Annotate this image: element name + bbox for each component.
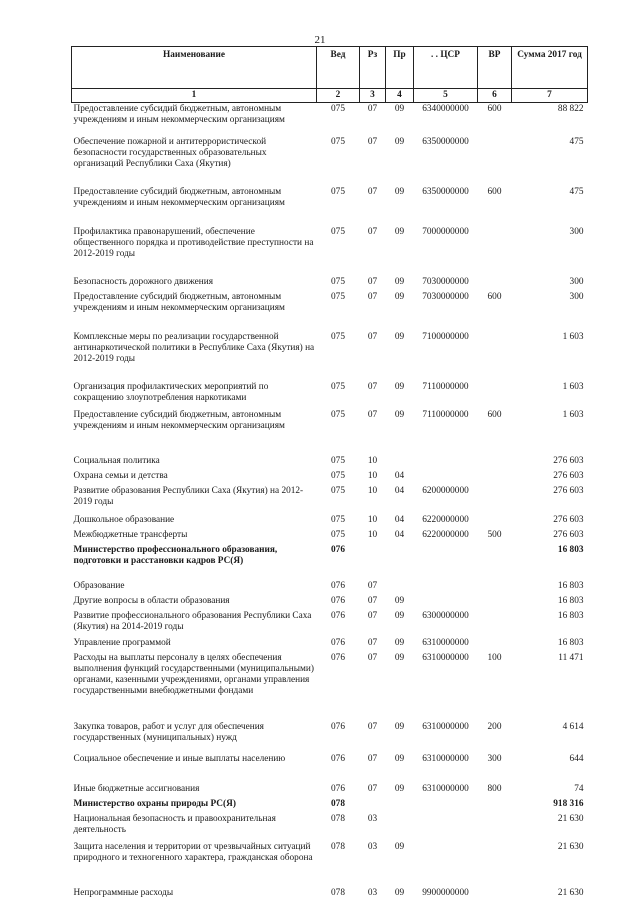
cell-csr [414,814,478,842]
cell-vr [478,471,512,486]
cell-name: Образование [73,580,125,591]
cell-vr [478,581,512,596]
table-row [72,292,588,332]
cell-pr: 09 [394,637,405,648]
cell-csr: 6310000000 [422,783,469,794]
cell-csr: 6220000000 [422,529,469,540]
table-row [72,581,588,596]
table-row [72,486,588,515]
cell-rz: 10 [367,529,378,540]
cell-sum: 475 [569,136,584,147]
cell-sum: 11 471 [558,652,584,663]
cell-ved: 075 [331,186,345,197]
cell-rz: 03 [367,887,378,898]
cell-rz: 07 [367,783,378,794]
cell-sum: 16 803 [557,595,584,606]
cell-pr [386,799,414,814]
column-number: 6 [478,89,512,103]
cell-vr [478,515,512,530]
cell-pr: 09 [394,652,405,663]
table-row [72,103,588,137]
cell-ved: 075 [331,381,345,392]
page-number: 21 [314,34,326,46]
cell-vr: 200 [487,721,502,732]
cell-pr [386,581,414,596]
cell-ved: 076 [331,753,345,764]
cell-sum: 88 822 [557,104,584,114]
cell-pr: 09 [394,226,405,237]
cell-rz: 07 [367,610,378,621]
cell-ved: 076 [331,652,345,663]
cell-csr [414,545,478,581]
cell-name: Профилактика правонарушений, обеспечение общественного порядка и противодействие преступности на 2012-2019 годы [73,226,314,259]
table-row [72,277,588,292]
cell-pr: 09 [394,887,405,898]
cell-pr: 04 [394,485,405,496]
cell-pr: 09 [394,783,405,794]
cell-pr: 04 [394,470,405,481]
cell-pr [386,814,414,842]
cell-pr: 09 [394,136,405,147]
cell-rz: 07 [367,104,378,114]
cell-name: Закупка товаров, работ и услуг для обеспечения государственных (муниципальных) нужд [73,721,264,743]
header-name: Наименование [72,47,317,89]
table-row [72,842,588,888]
cell-sum: 918 316 [553,798,584,809]
cell-vr: 600 [487,291,502,302]
cell-rz: 10 [367,470,378,481]
cell-csr: 7030000000 [422,276,469,287]
budget-table [71,46,588,908]
cell-pr: 09 [394,595,405,606]
cell-rz: 07 [367,331,378,342]
cell-ved: 075 [331,470,345,481]
column-number: 1 [72,89,317,103]
cell-name: Развитие профессионального образования Республики Саха (Якутия) на 2014-2019 годы [73,610,312,632]
table-row [72,471,588,486]
cell-name: Национальная безопасность и правоохранительная деятельность [73,813,276,835]
cell-pr: 09 [394,753,405,764]
cell-name: Предоставление субсидий бюджетным, автономным учреждениям и иным некоммерческим организациям [73,186,285,208]
cell-csr [414,581,478,596]
table-row [72,137,588,187]
cell-csr: 6340000000 [422,104,469,114]
cell-pr: 09 [394,721,405,732]
cell-sum: 276 603 [553,529,584,540]
cell-pr: 09 [394,276,405,287]
cell-vr: 500 [487,529,502,540]
table-row [72,799,588,814]
cell-csr: 7110000000 [422,381,469,392]
header-csr: . . ЦСР [414,47,478,89]
cell-csr: 6350000000 [422,136,469,147]
table-row [72,596,588,611]
cell-vr [478,545,512,581]
cell-vr [478,814,512,842]
cell-vr [478,227,512,277]
cell-pr: 09 [394,186,405,197]
cell-pr: 09 [394,610,405,621]
column-number: 3 [360,89,386,103]
table-row [72,382,588,410]
cell-vr [478,486,512,515]
header-sum: Сумма 2017 год [512,47,588,89]
table-row [72,187,588,227]
cell-ved: 075 [331,485,345,496]
cell-pr: 09 [394,104,405,114]
table-row [72,410,588,456]
cell-name: Безопасность дорожного движения [73,276,213,287]
cell-vr [478,137,512,187]
header-pr: Пр [386,47,414,89]
table-header-row [72,47,588,89]
cell-name: Предоставление субсидий бюджетным, автономным учреждениям и иным некоммерческим организациям [73,409,285,431]
cell-csr: 6350000000 [422,186,469,197]
cell-ved: 076 [331,783,345,794]
cell-sum: 4 614 [562,721,584,732]
cell-pr: 04 [394,529,405,540]
cell-sum: 300 [569,291,584,302]
cell-name: Предоставление субсидий бюджетным, автономным учреждениям и иным некоммерческим организациям [73,291,285,313]
cell-name: Обеспечение пожарной и антитеррористической безопасности государственных образовательных организаций Республики Саха (Якутия) [73,136,267,169]
cell-ved: 075 [331,136,345,147]
cell-vr [478,596,512,611]
cell-ved: 076 [331,595,345,606]
cell-pr: 09 [394,331,405,342]
cell-sum: 1 603 [562,331,584,342]
cell-csr [414,842,478,888]
cell-csr [414,471,478,486]
cell-name: Дошкольное образование [73,514,175,525]
cell-vr [478,638,512,653]
cell-ved: 075 [331,529,345,540]
cell-vr: 600 [487,186,502,197]
cell-vr: 300 [487,753,502,764]
cell-pr: 09 [394,841,405,852]
table-row [72,545,588,581]
cell-csr: 9900000000 [422,887,469,898]
cell-rz: 07 [367,381,378,392]
table-row [72,722,588,754]
cell-ved: 075 [331,409,345,420]
cell-sum: 74 [574,783,584,794]
cell-name: Непрограммные расходы [73,887,174,898]
cell-sum: 21 630 [557,841,584,852]
cell-ved: 075 [331,104,345,114]
cell-rz: 07 [367,580,378,591]
cell-vr [478,382,512,410]
cell-rz: 07 [367,276,378,287]
cell-rz [360,799,386,814]
cell-vr: 600 [487,409,502,420]
cell-csr: 6310000000 [422,637,469,648]
cell-rz [360,545,386,581]
cell-rz: 07 [367,291,378,302]
column-number: 2 [317,89,360,103]
cell-vr [478,799,512,814]
table-row [72,754,588,784]
cell-sum: 16 803 [557,610,584,621]
cell-name: Комплексные меры по реализации государственной антинаркотической политики в Республике Саха (Якутия) на 2012-2019 годы [73,331,315,364]
cell-name: Другие вопросы в области образования [73,595,230,606]
cell-csr: 7030000000 [422,291,469,302]
cell-sum: 300 [569,276,584,287]
cell-rz: 07 [367,409,378,420]
cell-name: Иные бюджетные ассигнования [73,783,200,794]
cell-sum: 276 603 [553,455,584,466]
table-row [72,332,588,382]
cell-sum: 21 630 [557,813,584,824]
table-row [72,530,588,545]
cell-ved: 078 [331,887,345,898]
cell-ved: 076 [331,580,345,591]
cell-rz: 10 [367,485,378,496]
header-vr: ВР [478,47,512,89]
cell-pr: 09 [394,291,405,302]
cell-ved: 076 [331,637,345,648]
cell-ved: 078 [331,798,345,809]
table-row [72,653,588,722]
cell-ved: 075 [331,455,345,466]
cell-csr: 7000000000 [422,226,469,237]
cell-rz: 10 [367,514,378,525]
cell-vr [478,332,512,382]
cell-name: Социальная политика [73,455,160,466]
cell-ved: 078 [331,813,345,824]
cell-csr [414,799,478,814]
column-number: 4 [386,89,414,103]
table-row [72,814,588,842]
cell-sum: 1 603 [562,409,584,420]
cell-sum: 276 603 [553,514,584,525]
cell-vr: 600 [487,104,502,114]
table-row [72,784,588,799]
cell-name: Расходы на выплаты персоналу в целях обеспечения выполнения функций государственными (муниципальными) органами, казенными учреждениями, органами управления государственными внебюджетными фондами [73,652,314,696]
cell-name: Защита населения и территории от чрезвычайных ситуаций природного и техногенного характера, гражданская оборона [73,841,313,863]
cell-sum: 16 803 [557,544,584,555]
cell-csr: 6310000000 [422,721,469,732]
cell-name: Развитие образования Республики Саха (Якутия) на 2012-2019 годы [73,485,304,507]
cell-rz: 07 [367,721,378,732]
cell-vr [478,456,512,471]
cell-rz: 07 [367,186,378,197]
table-row [72,638,588,653]
table-row [72,515,588,530]
cell-pr [386,456,414,471]
cell-sum: 1 603 [562,381,584,392]
cell-ved: 075 [331,276,345,287]
cell-name: Предоставление субсидий бюджетным, автономным учреждениям и иным некоммерческим организациям [73,104,285,125]
cell-ved: 075 [331,331,345,342]
cell-name: Управление программой [73,637,171,648]
cell-rz: 07 [367,595,378,606]
cell-rz: 07 [367,637,378,648]
cell-rz: 03 [367,841,378,852]
table-row [72,227,588,277]
cell-pr: 04 [394,514,405,525]
cell-rz: 07 [367,753,378,764]
header-ved: Вед [317,47,360,89]
cell-ved: 075 [331,514,345,525]
cell-name: Социальное обеспечение и иные выплаты населению [73,753,286,764]
cell-csr: 6200000000 [422,485,469,496]
cell-name: Охрана семьи и детства [73,470,168,481]
cell-sum: 300 [569,226,584,237]
cell-name: Министерство охраны природы РС(Я) [73,798,236,809]
cell-csr [414,596,478,611]
cell-ved: 075 [331,291,345,302]
cell-name: Министерство профессионального образования, подготовки и расстановки кадров РС(Я) [73,544,278,566]
cell-vr [478,611,512,638]
cell-pr: 09 [394,409,405,420]
cell-rz: 10 [367,455,378,466]
cell-csr: 6310000000 [422,753,469,764]
cell-ved: 076 [331,610,345,621]
column-number: 5 [414,89,478,103]
cell-pr: 09 [394,381,405,392]
cell-csr: 7100000000 [422,331,469,342]
cell-csr: 6300000000 [422,610,469,621]
cell-sum: 276 603 [553,485,584,496]
column-number-row [72,89,588,103]
cell-sum: 21 630 [557,887,584,898]
cell-name: Межбюджетные трансферты [73,529,188,540]
column-number: 7 [512,89,588,103]
cell-csr: 7110000000 [422,409,469,420]
cell-sum: 16 803 [557,580,584,591]
table-row [72,611,588,638]
cell-sum: 276 603 [553,470,584,481]
cell-ved: 076 [331,721,345,732]
cell-sum: 475 [569,186,584,197]
table-row [72,456,588,471]
cell-name: Организация профилактических мероприятий по сокращению злоупотребления наркотиками [73,381,269,403]
cell-ved: 078 [331,841,345,852]
cell-sum: 644 [569,753,584,764]
cell-vr: 100 [487,652,502,663]
cell-vr [478,842,512,888]
cell-csr [414,456,478,471]
cell-vr [478,277,512,292]
cell-rz: 07 [367,226,378,237]
cell-vr: 800 [487,783,502,794]
cell-rz: 07 [367,652,378,663]
cell-rz: 03 [367,813,378,824]
cell-csr: 6310000000 [422,652,469,663]
cell-ved: 075 [331,226,345,237]
cell-csr: 6220000000 [422,514,469,525]
cell-ved: 076 [331,544,345,555]
cell-pr [386,545,414,581]
cell-sum: 16 803 [557,637,584,648]
cell-rz: 07 [367,136,378,147]
header-rz: Рз [360,47,386,89]
